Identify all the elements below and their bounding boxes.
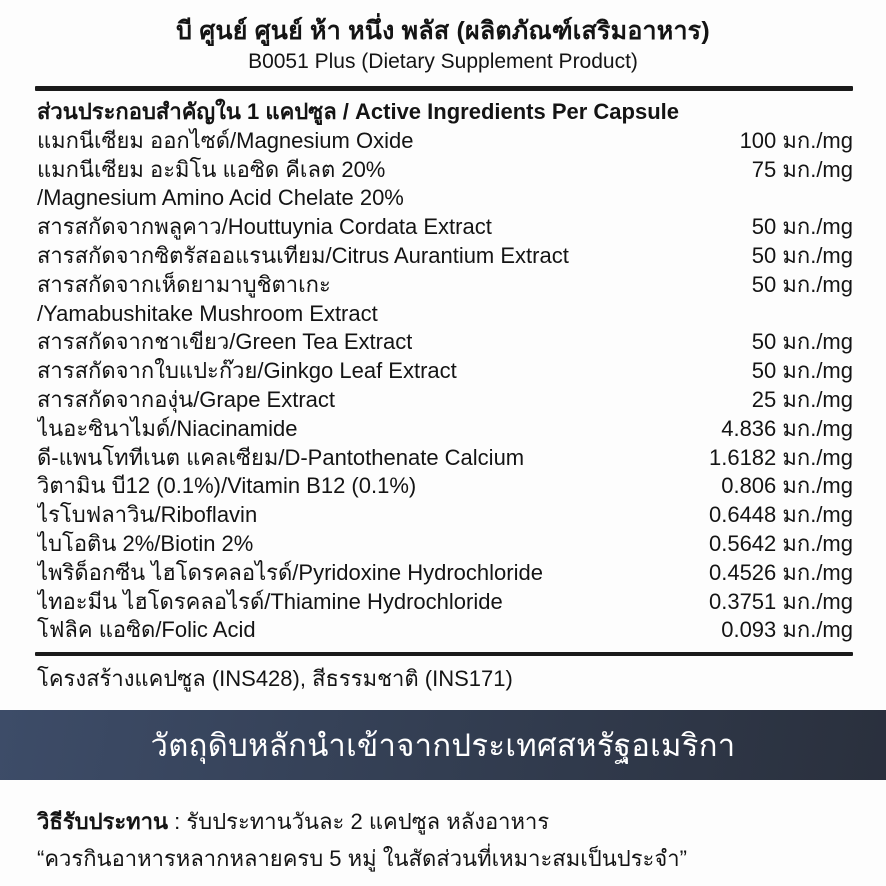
ingredient-row: [37, 616, 853, 645]
ingredient-amount: 0.806 มก./mg: [721, 473, 853, 499]
directions-line: [37, 807, 849, 836]
ingredient-name: แมกนีเซียม อะมิโน แอซิด คีเลต 20%: [37, 156, 386, 182]
ingredients-rows: [37, 127, 853, 645]
ingredient-name: วิตามิน บี12 (0.1%)/Vitamin B12 (0.1%): [37, 473, 417, 499]
ingredient-amount: 0.3751 มก./mg: [708, 588, 853, 614]
ingredient-amount: 75 มก./mg: [751, 156, 853, 182]
ingredient-amount: 4.836 มก./mg: [721, 415, 853, 441]
ingredient-amount: 1.6182 มก./mg: [708, 444, 853, 470]
ingredient-row: [37, 357, 853, 386]
product-title-en: B0051 Plus (Dietary Supplement Product): [248, 50, 638, 73]
ingredient-amount: 50 มก./mg: [751, 214, 853, 240]
ingredient-name: ดี-แพนโททีเนต แคลเซียม/D-Pantothenate Calcium: [37, 444, 525, 470]
advice-quote: “ควรกินอาหารหลากหลายครบ 5 หมู่ ในสัดส่วนที่เหมาะสมเป็นประจำ”: [37, 846, 687, 872]
ingredient-name: ไทอะมีน ไฮโดรคลอไรด์/Thiamine Hydrochloride: [37, 588, 503, 614]
ingredient-row: [37, 184, 853, 213]
ingredient-name: ไพริด็อกซีน ไฮโดรคลอไรด์/Pyridoxine Hydrochloride: [37, 559, 543, 585]
directions-text: รับประทานวันละ 2 แคปซูล หลังอาหาร: [186, 809, 550, 835]
label-header: [0, 0, 886, 75]
product-title-th: บี ศูนย์ ศูนย์ ห้า หนึ่ง พลัส (ผลิตภัณฑ์เสริมอาหาร): [176, 17, 710, 45]
ingredient-amount: 50 มก./mg: [751, 358, 853, 384]
ingredient-row: [37, 242, 853, 271]
ingredient-amount: 0.5642 มก./mg: [708, 530, 853, 556]
origin-banner: [0, 710, 886, 780]
ingredient-amount: 25 มก./mg: [751, 386, 853, 412]
ingredient-name: สารสกัดจากพลูคาว/Houttuynia Cordata Extract: [37, 214, 492, 240]
ingredient-row: [37, 559, 853, 588]
divider-bottom: [35, 652, 853, 656]
ingredient-name: ไนอะซินาไมด์/Niacinamide: [37, 415, 298, 441]
ingredient-name: สารสกัดจากเห็ดยามาบูชิตาเกะ: [37, 271, 331, 297]
ingredient-name: สารสกัดจากชาเขียว/Green Tea Extract: [37, 329, 413, 355]
ingredient-name: /Magnesium Amino Acid Chelate 20%: [37, 185, 404, 211]
ingredient-amount: 50 มก./mg: [751, 329, 853, 355]
ingredient-row: [37, 444, 853, 473]
ingredient-name: โฟลิค แอซิด/Folic Acid: [37, 617, 256, 643]
ingredient-row: [37, 127, 853, 156]
ingredient-row: [37, 213, 853, 242]
ingredient-name: สารสกัดจากใบแปะก๊วย/Ginkgo Leaf Extract: [37, 358, 457, 384]
ingredient-amount: 0.6448 มก./mg: [708, 502, 853, 528]
ingredients-table: [37, 98, 853, 645]
ingredient-name: /Yamabushitake Mushroom Extract: [37, 300, 378, 326]
ingredient-name: ไรโบฟลาวิน/Riboflavin: [37, 502, 258, 528]
directions-separator: :: [168, 809, 187, 835]
ingredient-row: [37, 588, 853, 617]
ingredient-amount: 0.4526 มก./mg: [708, 559, 853, 585]
ingredient-row: [37, 472, 853, 501]
ingredient-row: [37, 156, 853, 185]
origin-banner-text: วัตถุดิบหลักนำเข้าจากประเทศสหรัฐอเมริกา: [150, 728, 736, 764]
ingredient-row: [37, 386, 853, 415]
ingredient-row: [37, 271, 853, 300]
ingredients-heading: ส่วนประกอบสำคัญใน 1 แคปซูล / Active Ingredients Per Capsule: [37, 99, 680, 124]
divider-top: [35, 86, 853, 91]
ingredient-row: [37, 530, 853, 559]
ingredient-amount: 50 มก./mg: [751, 242, 853, 268]
ingredient-row: [37, 328, 853, 357]
directions-label: วิธีรับประทาน: [37, 809, 169, 835]
ingredient-name: สารสกัดจากซิตรัสออแรนเทียม/Citrus Aurantium Extract: [37, 242, 569, 268]
ingredient-amount: 100 มก./mg: [739, 127, 853, 153]
ingredient-name: แมกนีเซียม ออกไซด์/Magnesium Oxide: [37, 127, 414, 153]
ingredient-row: [37, 415, 853, 444]
ingredients-footnote: โครงสร้างแคปซูล (INS428), สีธรรมชาติ (INS171): [37, 666, 513, 692]
ingredient-amount: 0.093 มก./mg: [721, 617, 853, 643]
ingredient-name: สารสกัดจากองุ่น/Grape Extract: [37, 386, 336, 412]
ingredient-name: ไบโอติน 2%/Biotin 2%: [37, 530, 254, 556]
ingredient-row: [37, 501, 853, 530]
ingredient-amount: 50 มก./mg: [751, 271, 853, 297]
ingredient-row: [37, 300, 853, 329]
